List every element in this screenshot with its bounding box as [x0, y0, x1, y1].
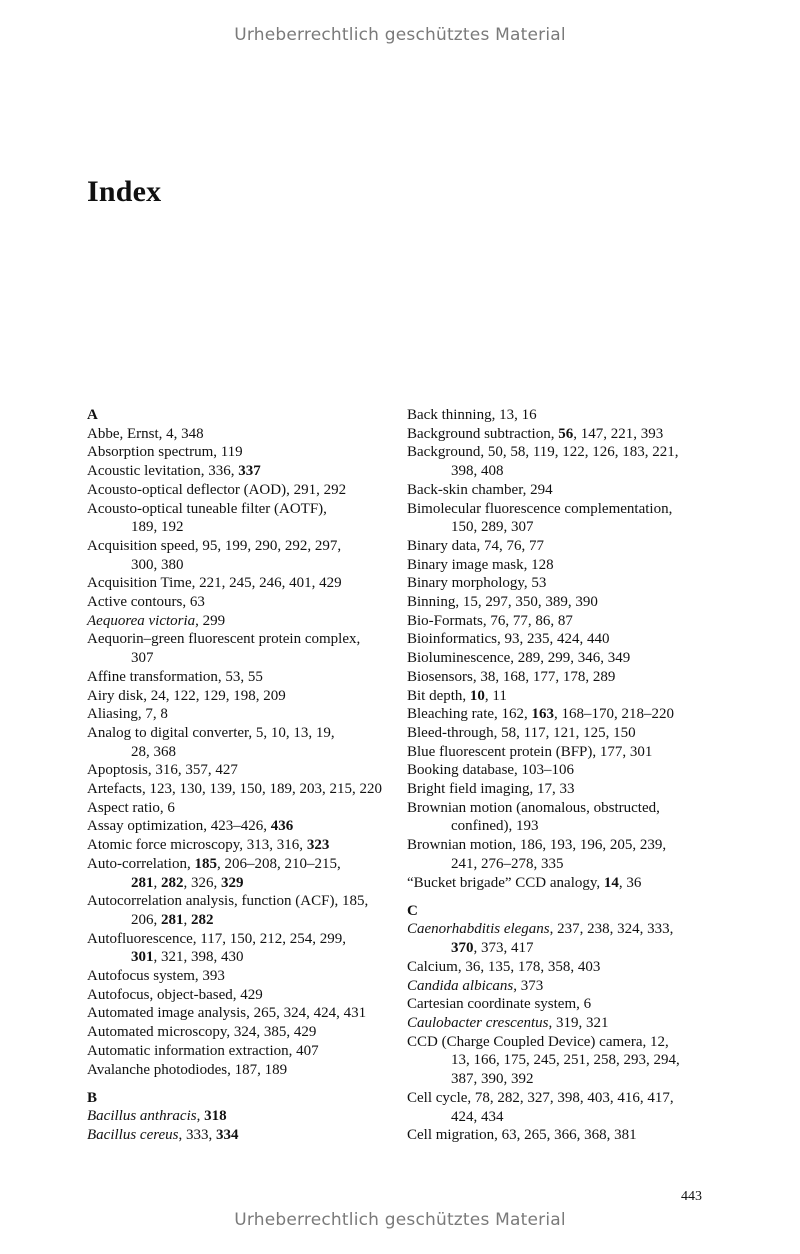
index-entry: [407, 743, 707, 762]
index-text: Aequorin–green fluorescent protein complex,: [87, 631, 361, 648]
index-entry: [407, 1014, 707, 1033]
index-entry: [87, 724, 387, 743]
index-text: , 373, 417: [473, 940, 534, 957]
index-text: Atomic force microscopy, 313, 316,: [87, 837, 307, 854]
index-text: Autofocus system, 393: [87, 968, 225, 985]
index-entry-continuation: [87, 911, 387, 930]
index-entry: [407, 874, 707, 893]
index-entry: [87, 481, 387, 500]
watermark-top: Urheberrechtlich geschütztes Material: [234, 25, 566, 45]
index-page-bold: 370: [451, 940, 474, 957]
index-entry-continuation: [407, 1108, 707, 1127]
index-entry: [87, 425, 387, 444]
index-text: Biosensors, 38, 168, 177, 178, 289: [407, 668, 616, 685]
index-entry: [407, 537, 707, 556]
index-entry: [87, 668, 387, 687]
index-entry: [87, 780, 387, 799]
index-entry: [87, 593, 387, 612]
section-gap: [407, 892, 707, 902]
index-entry: [407, 705, 707, 724]
index-text: Bright field imaging, 17, 33: [407, 781, 575, 798]
index-text: Bioluminescence, 289, 299, 346, 349: [407, 650, 631, 667]
index-entry: [407, 958, 707, 977]
index-page-bold: 281: [161, 911, 184, 928]
index-text: , 147, 221, 393: [573, 425, 664, 442]
index-page-bold: 301: [131, 949, 154, 966]
index-entry: [87, 500, 387, 519]
index-text: Background subtraction,: [407, 425, 559, 442]
index-text: Acquisition speed, 95, 199, 290, 292, 297,: [87, 537, 342, 554]
index-text: , 36: [618, 874, 642, 891]
index-entry-continuation: [407, 518, 707, 537]
index-entry: [407, 687, 707, 706]
index-entry: [87, 986, 387, 1005]
index-entry: [87, 1107, 387, 1126]
index-entry: [407, 481, 707, 500]
index-entry: [407, 574, 707, 593]
index-page-bold: 282: [161, 874, 184, 891]
index-entry: [407, 920, 707, 939]
index-page-bold: 56: [558, 425, 574, 442]
index-text: , 168–170, 218–220: [554, 706, 675, 723]
index-page-bold: 14: [603, 874, 619, 891]
index-entry-continuation: [87, 743, 387, 762]
index-text: Booking database, 103–106: [407, 762, 575, 779]
index-text: 13, 166, 175, 245, 251, 258, 293, 294,: [451, 1052, 680, 1069]
index-text: Airy disk, 24, 122, 129, 198, 209: [87, 687, 286, 704]
index-text: Automated microscopy, 324, 385, 429: [87, 1024, 317, 1041]
index-text: Background, 50, 58, 119, 122, 126, 183, 221,: [407, 444, 679, 461]
page-title: Index: [87, 175, 162, 208]
index-text: 206,: [131, 911, 161, 928]
index-text: Binary data, 74, 76, 77: [407, 537, 545, 554]
index-entry: [407, 443, 707, 462]
index-entry: [87, 443, 387, 462]
index-text: Apoptosis, 316, 357, 427: [87, 762, 238, 779]
index-entry-continuation: [407, 855, 707, 874]
index-entry: [407, 612, 707, 631]
index-text: 300, 380: [131, 556, 184, 573]
index-column-right: [407, 406, 707, 1145]
index-entry-continuation: [87, 874, 387, 893]
index-text: Calcium, 36, 135, 178, 358, 403: [407, 958, 601, 975]
index-entry-continuation: [87, 948, 387, 967]
index-text: Automatic information extraction, 407: [87, 1042, 319, 1059]
index-text: Aspect ratio, 6: [87, 799, 175, 816]
index-entry: [407, 977, 707, 996]
index-entry: [87, 836, 387, 855]
index-text: Bio-Formats, 76, 77, 86, 87: [407, 612, 573, 629]
index-term-italic: Bacillus anthracis: [87, 1108, 197, 1125]
index-entry-continuation: [407, 817, 707, 836]
index-text: Affine transformation, 53, 55: [87, 668, 263, 685]
index-text: , 373: [513, 977, 544, 994]
index-entry: [407, 1126, 707, 1145]
index-entry: [87, 537, 387, 556]
index-term-italic: Candida albicans: [407, 977, 514, 994]
index-text: Blue fluorescent protein (BFP), 177, 301: [407, 743, 653, 760]
index-text: Active contours, 63: [87, 594, 205, 611]
index-text: Back thinning, 13, 16: [407, 407, 537, 423]
index-text: , 11: [484, 687, 507, 704]
index-text: Autocorrelation analysis, function (ACF), 185,: [87, 893, 369, 910]
index-page-bold: 281: [131, 874, 154, 891]
section-gap: [87, 1079, 387, 1089]
index-page-bold: 323: [306, 837, 330, 854]
index-page-bold: 337: [238, 463, 261, 480]
index-text: “Bucket brigade” CCD analogy,: [407, 874, 604, 891]
index-text: , 333,: [178, 1127, 217, 1144]
index-text: Assay optimization, 423–426,: [87, 818, 271, 835]
index-entry: [87, 705, 387, 724]
page-number: 443: [681, 1189, 702, 1204]
index-text: 189, 192: [131, 519, 184, 536]
index-entry: [87, 1061, 387, 1080]
index-entry-continuation: [87, 518, 387, 537]
index-term-italic: Aequorea victoria: [87, 612, 196, 629]
index-term-italic: Caenorhabditis elegans: [407, 921, 550, 938]
index-text: 398, 408: [451, 463, 504, 480]
index-letter-heading: C: [407, 902, 418, 919]
index-term-italic: Bacillus cereus: [87, 1127, 179, 1144]
index-text: 424, 434: [451, 1108, 504, 1125]
index-page-bold: 163: [531, 706, 555, 723]
index-text: 387, 390, 392: [451, 1071, 534, 1088]
index-text: Absorption spectrum, 119: [87, 444, 243, 461]
index-entry: [87, 687, 387, 706]
index-text: Artefacts, 123, 130, 139, 150, 189, 203, 215, 220: [87, 781, 382, 798]
index-entry: [407, 995, 707, 1014]
index-entry: [87, 574, 387, 593]
index-text: , 319, 321: [548, 1014, 609, 1031]
index-entry: [87, 855, 387, 874]
index-entry: [87, 892, 387, 911]
index-text: , 237, 238, 324, 333,: [549, 921, 674, 938]
index-text: confined), 193: [451, 818, 539, 835]
index-entry: [407, 799, 707, 818]
index-text: Abbe, Ernst, 4, 348: [87, 425, 204, 442]
index-entry: [87, 967, 387, 986]
index-entry-continuation: [407, 462, 707, 481]
index-page-bold: 436: [270, 818, 294, 835]
index-entry: [87, 462, 387, 481]
index-text: Binning, 15, 297, 350, 389, 390: [407, 594, 598, 611]
index-text: Cell cycle, 78, 282, 327, 398, 403, 416, 417,: [407, 1089, 674, 1106]
index-entry: [407, 406, 707, 425]
index-text: Bleed-through, 58, 117, 121, 125, 150: [407, 724, 636, 741]
index-text: 241, 276–278, 335: [451, 855, 564, 872]
index-entry: [87, 1042, 387, 1061]
index-text: Cell migration, 63, 265, 366, 368, 381: [407, 1127, 637, 1144]
index-entry: [87, 930, 387, 949]
index-text: Binary morphology, 53: [407, 575, 547, 592]
index-page-bold: 318: [204, 1108, 227, 1125]
index-text: Bit depth,: [407, 687, 470, 704]
index-letter-heading: A: [87, 407, 98, 423]
index-column-left: [87, 406, 387, 1145]
watermark-bottom: Urheberrechtlich geschütztes Material: [234, 1210, 566, 1230]
index-entry: [407, 761, 707, 780]
index-page-bold: 329: [221, 874, 244, 891]
index-text: Auto-correlation,: [87, 855, 195, 872]
index-text: Acousto-optical deflector (AOD), 291, 292: [87, 481, 347, 498]
index-entry: [407, 1089, 707, 1108]
index-text: Bleaching rate, 162,: [407, 706, 532, 723]
index-entry: [407, 425, 707, 444]
index-entry: [87, 817, 387, 836]
index-text: Automated image analysis, 265, 324, 424, 431: [87, 1005, 367, 1022]
index-text: Binary image mask, 128: [407, 556, 554, 573]
index-text: , 206–208, 210–215,: [216, 855, 341, 872]
index-entry-continuation: [407, 1051, 707, 1070]
index-entry: [407, 593, 707, 612]
index-text: Acquisition Time, 221, 245, 246, 401, 429: [87, 575, 342, 592]
index-entry: [407, 556, 707, 575]
index-entry: [407, 1033, 707, 1052]
index-text: , 299: [195, 612, 226, 629]
index-entry-continuation: [87, 556, 387, 575]
index-text: , 326,: [183, 874, 221, 891]
index-entry: [407, 630, 707, 649]
index-text: ,: [183, 911, 191, 928]
index-text: 28, 368: [131, 743, 176, 760]
index-text: Acousto-optical tuneable filter (AOTF),: [87, 500, 327, 517]
index-text: ,: [196, 1108, 205, 1125]
index-entry: [407, 649, 707, 668]
index-text: Brownian motion (anomalous, obstructed,: [407, 799, 660, 816]
index-text: Back-skin chamber, 294: [407, 481, 553, 498]
index-entry: [87, 761, 387, 780]
index-text: Brownian motion, 186, 193, 196, 205, 239,: [407, 837, 667, 854]
index-text: Bioinformatics, 93, 235, 424, 440: [407, 631, 610, 648]
index-letter-heading: B: [87, 1089, 98, 1106]
index-entry: [407, 836, 707, 855]
index-entry: [407, 668, 707, 687]
index-text: 150, 289, 307: [451, 519, 534, 536]
index-entry-continuation: [407, 1070, 707, 1089]
index-entry: [87, 612, 387, 631]
index-entry-continuation: [407, 939, 707, 958]
index-page-bold: 185: [194, 855, 217, 872]
index-entry: [87, 630, 387, 649]
index-text: Aliasing, 7, 8: [87, 706, 168, 723]
index-text: Acoustic levitation, 336,: [87, 463, 239, 480]
index-entry: [87, 1023, 387, 1042]
index-text: ,: [153, 874, 161, 891]
index-entry: [87, 1126, 387, 1145]
index-entry: [407, 724, 707, 743]
index-page-bold: 334: [216, 1127, 239, 1144]
index-text: CCD (Charge Coupled Device) camera, 12,: [407, 1033, 669, 1050]
index-text: Autofocus, object-based, 429: [87, 986, 263, 1003]
index-text: Avalanche photodiodes, 187, 189: [87, 1061, 288, 1078]
index-text: Analog to digital converter, 5, 10, 13, 19,: [87, 724, 335, 741]
index-entry: [407, 500, 707, 519]
index-page-bold: 10: [469, 687, 485, 704]
index-entry: [87, 1004, 387, 1023]
index-text: Bimolecular fluorescence complementation,: [407, 500, 673, 517]
index-entry: [407, 780, 707, 799]
index-text: , 321, 398, 430: [153, 949, 244, 966]
index-term-italic: Caulobacter crescentus: [407, 1014, 549, 1031]
index-page-bold: 282: [191, 911, 214, 928]
index-entry-continuation: [87, 649, 387, 668]
index-text: 307: [131, 650, 154, 667]
index-entry: [87, 799, 387, 818]
index-text: Autofluorescence, 117, 150, 212, 254, 299,: [87, 930, 346, 947]
index-text: Cartesian coordinate system, 6: [407, 996, 592, 1013]
